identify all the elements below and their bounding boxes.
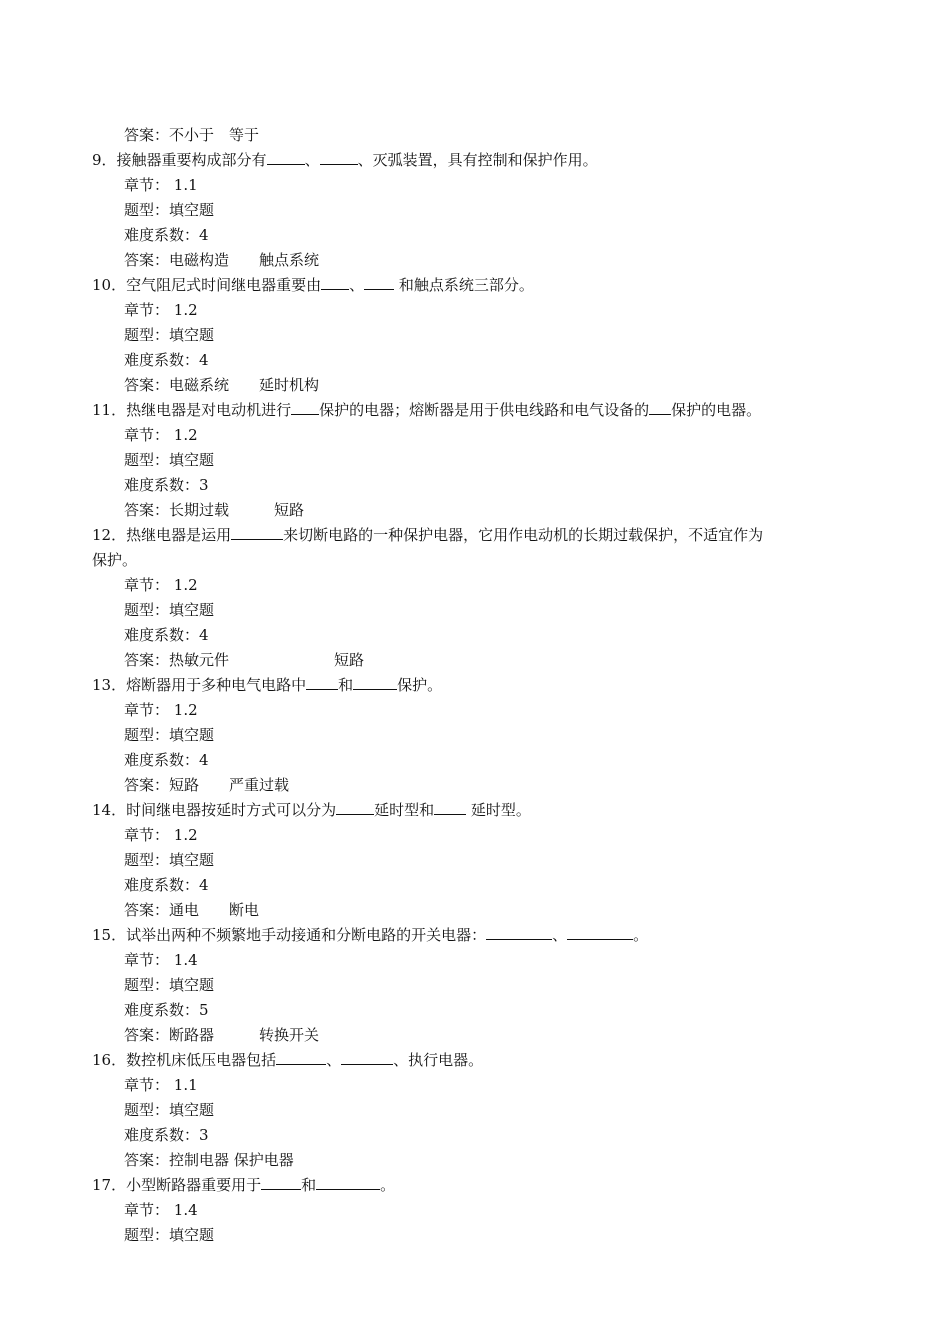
answer-text: 热敏元件 短路 [169, 651, 365, 669]
question-text: 。 [380, 1176, 396, 1194]
difficulty-line [124, 1000, 209, 1020]
question-text: 、 [349, 276, 365, 294]
question-text: 和 [338, 676, 354, 694]
question-12 [92, 525, 763, 545]
answer-prefix: 答案： [124, 1026, 170, 1044]
difficulty-value: 3 [199, 476, 209, 494]
chapter-value: 1.4 [169, 1201, 198, 1219]
chapter-prefix: 章节： [124, 826, 170, 844]
question-number: 15． [92, 926, 127, 944]
chapter-line [124, 425, 198, 445]
question-text: 和 [301, 1176, 317, 1194]
type-value: 填空题 [169, 1101, 215, 1119]
chapter-value: 1.4 [169, 951, 198, 969]
difficulty-line [124, 475, 209, 495]
question-number: 10． [92, 276, 127, 294]
difficulty-prefix: 难度系数： [124, 876, 200, 894]
answer-text: 断路器 转换开关 [169, 1026, 320, 1044]
difficulty-prefix: 难度系数： [124, 226, 200, 244]
type-line [124, 450, 214, 470]
type-value: 填空题 [169, 851, 215, 869]
question-text: 数控机床低压电器包括 [126, 1051, 277, 1069]
difficulty-value: 4 [199, 751, 209, 769]
question-11 [92, 400, 761, 420]
fill-blank [267, 150, 305, 165]
chapter-prefix: 章节： [124, 1201, 170, 1219]
difficulty-prefix: 难度系数： [124, 626, 200, 644]
type-prefix: 题型： [124, 1226, 170, 1244]
fill-blank [306, 675, 338, 690]
type-value: 填空题 [169, 201, 215, 219]
question-text: 。 [633, 926, 649, 944]
difficulty-prefix: 难度系数： [124, 751, 200, 769]
question-text: 热继电器是对电动机进行 [126, 401, 292, 419]
type-line [124, 1100, 214, 1120]
fill-blank [567, 925, 633, 940]
chapter-prefix: 章节： [124, 701, 170, 719]
type-line [124, 1225, 214, 1245]
chapter-prefix: 章节： [124, 951, 170, 969]
question-number: 17． [92, 1176, 127, 1194]
type-prefix: 题型： [124, 326, 170, 344]
chapter-line [124, 300, 198, 320]
chapter-value: 1.2 [169, 701, 198, 719]
question-text: 保护。 [397, 676, 443, 694]
type-value: 填空题 [169, 976, 215, 994]
fill-blank [353, 675, 397, 690]
fill-blank [336, 800, 374, 815]
type-value: 填空题 [169, 326, 215, 344]
chapter-line [124, 175, 198, 195]
question-text: 延时型。 [466, 801, 531, 819]
answer-line [124, 650, 364, 670]
answer-line [124, 250, 319, 270]
question-number: 12． [92, 526, 127, 544]
difficulty-prefix: 难度系数： [124, 351, 200, 369]
type-value: 填空题 [169, 1226, 215, 1244]
question-text: 保护的电器。 [671, 401, 762, 419]
question-text: 时间继电器按延时方式可以分为 [126, 801, 337, 819]
type-value: 填空题 [169, 601, 215, 619]
fill-blank [291, 400, 319, 415]
question-9 [92, 150, 598, 170]
question-17 [92, 1175, 395, 1195]
difficulty-value: 5 [199, 1001, 209, 1019]
type-line [124, 850, 214, 870]
question-15 [92, 925, 648, 945]
type-prefix: 题型： [124, 851, 170, 869]
fill-blank [321, 275, 349, 290]
type-prefix: 题型： [124, 726, 170, 744]
difficulty-prefix: 难度系数： [124, 1001, 200, 1019]
question-text: 接触器重要构成部分有 [116, 151, 267, 169]
fill-blank [231, 525, 283, 540]
chapter-value: 1.1 [169, 176, 198, 194]
type-line [124, 600, 214, 620]
type-line [124, 725, 214, 745]
question-text: 熔断器用于多种电气电路中 [126, 676, 307, 694]
difficulty-value: 4 [199, 626, 209, 644]
type-prefix: 题型： [124, 976, 170, 994]
answer-text: 短路 严重过载 [169, 776, 290, 794]
question-text: 热继电器是运用 [126, 526, 232, 544]
chapter-line [124, 700, 198, 720]
chapter-value: 1.2 [169, 576, 198, 594]
difficulty-prefix: 难度系数： [124, 476, 200, 494]
answer-line [124, 900, 259, 920]
type-prefix: 题型： [124, 601, 170, 619]
answer-text: 电磁构造 触点系统 [169, 251, 320, 269]
fill-blank [434, 800, 466, 815]
answer-prefix: 答案： [124, 376, 170, 394]
chapter-value: 1.2 [169, 426, 198, 444]
type-line [124, 975, 214, 995]
question-16 [92, 1050, 483, 1070]
type-prefix: 题型： [124, 201, 170, 219]
question-text: 空气阻尼式时间继电器重要由 [126, 276, 322, 294]
question-text: 保护。 [92, 551, 138, 569]
question-number: 9． [92, 151, 117, 169]
chapter-line [124, 575, 198, 595]
fill-blank [261, 1175, 301, 1190]
chapter-line [124, 950, 198, 970]
question-number: 11． [92, 401, 127, 419]
answer-text: 电磁系统 延时机构 [169, 376, 320, 394]
chapter-value: 1.1 [169, 1076, 198, 1094]
difficulty-line [124, 875, 209, 895]
question-number: 13． [92, 676, 127, 694]
fill-blank [486, 925, 552, 940]
chapter-prefix: 章节： [124, 426, 170, 444]
difficulty-value: 3 [199, 1126, 209, 1144]
question-number: 14． [92, 801, 127, 819]
fill-blank [316, 1175, 380, 1190]
fill-blank [364, 275, 394, 290]
answer-text: 长期过载 短路 [169, 501, 305, 519]
question-number: 16． [92, 1051, 127, 1069]
answer-text: 控制电器 保护电器 [169, 1151, 294, 1169]
answer-text: 不小于 等于 [169, 126, 260, 144]
chapter-prefix: 章节： [124, 176, 170, 194]
answer-prefix: 答案： [124, 776, 170, 794]
type-prefix: 题型： [124, 1101, 170, 1119]
question-text: 、 [552, 926, 568, 944]
question-14 [92, 800, 531, 820]
question-text: 、 [304, 151, 320, 169]
answer-line [124, 375, 319, 395]
difficulty-line [124, 1125, 209, 1145]
fill-blank [649, 400, 671, 415]
question-continuation [92, 550, 137, 570]
chapter-prefix: 章节： [124, 1076, 170, 1094]
question-text: 、 [326, 1051, 342, 1069]
answer-prefix: 答案： [124, 501, 170, 519]
type-value: 填空题 [169, 451, 215, 469]
question-text: 和触点系统三部分。 [394, 276, 534, 294]
answer-prefix: 答案： [124, 651, 170, 669]
question-text: 试举出两种不频繁地手动接通和分断电路的开关电器： [126, 926, 487, 944]
question-text: 、执行电器。 [393, 1051, 484, 1069]
question-text: 小型断路器重要用于 [126, 1176, 262, 1194]
chapter-prefix: 章节： [124, 576, 170, 594]
difficulty-line [124, 225, 209, 245]
answer-prefix: 答案： [124, 126, 170, 144]
chapter-line [124, 1075, 198, 1095]
fill-blank [320, 150, 358, 165]
answer-line [124, 500, 304, 520]
difficulty-prefix: 难度系数： [124, 1126, 200, 1144]
question-text: 来切断电路的一种保护电器，它用作电动机的长期过载保护，不适宜作为 [283, 526, 764, 544]
chapter-value: 1.2 [169, 826, 198, 844]
difficulty-line [124, 625, 209, 645]
difficulty-value: 4 [199, 351, 209, 369]
difficulty-line [124, 750, 209, 770]
answer-line [124, 1025, 319, 1045]
answer-text: 通电 断电 [169, 901, 260, 919]
difficulty-value: 4 [199, 876, 209, 894]
chapter-value: 1.2 [169, 301, 198, 319]
chapter-line [124, 1200, 198, 1220]
answer-line [124, 775, 289, 795]
question-text: 延时型和 [374, 801, 435, 819]
question-text: 保护的电器；熔断器是用于供电线路和电气设备的 [319, 401, 650, 419]
question-10 [92, 275, 534, 295]
type-line [124, 325, 214, 345]
fill-blank [276, 1050, 326, 1065]
chapter-line [124, 825, 198, 845]
question-13 [92, 675, 442, 695]
fill-blank [341, 1050, 393, 1065]
answer-line [124, 1150, 294, 1170]
type-prefix: 题型： [124, 451, 170, 469]
answer-prefix: 答案： [124, 1151, 170, 1169]
difficulty-value: 4 [199, 226, 209, 244]
chapter-prefix: 章节： [124, 301, 170, 319]
difficulty-line [124, 350, 209, 370]
question-text: 、灭弧装置，具有控制和保护作用。 [357, 151, 598, 169]
answer-prefix: 答案： [124, 251, 170, 269]
type-value: 填空题 [169, 726, 215, 744]
answer-line [124, 125, 259, 145]
answer-prefix: 答案： [124, 901, 170, 919]
type-line [124, 200, 214, 220]
